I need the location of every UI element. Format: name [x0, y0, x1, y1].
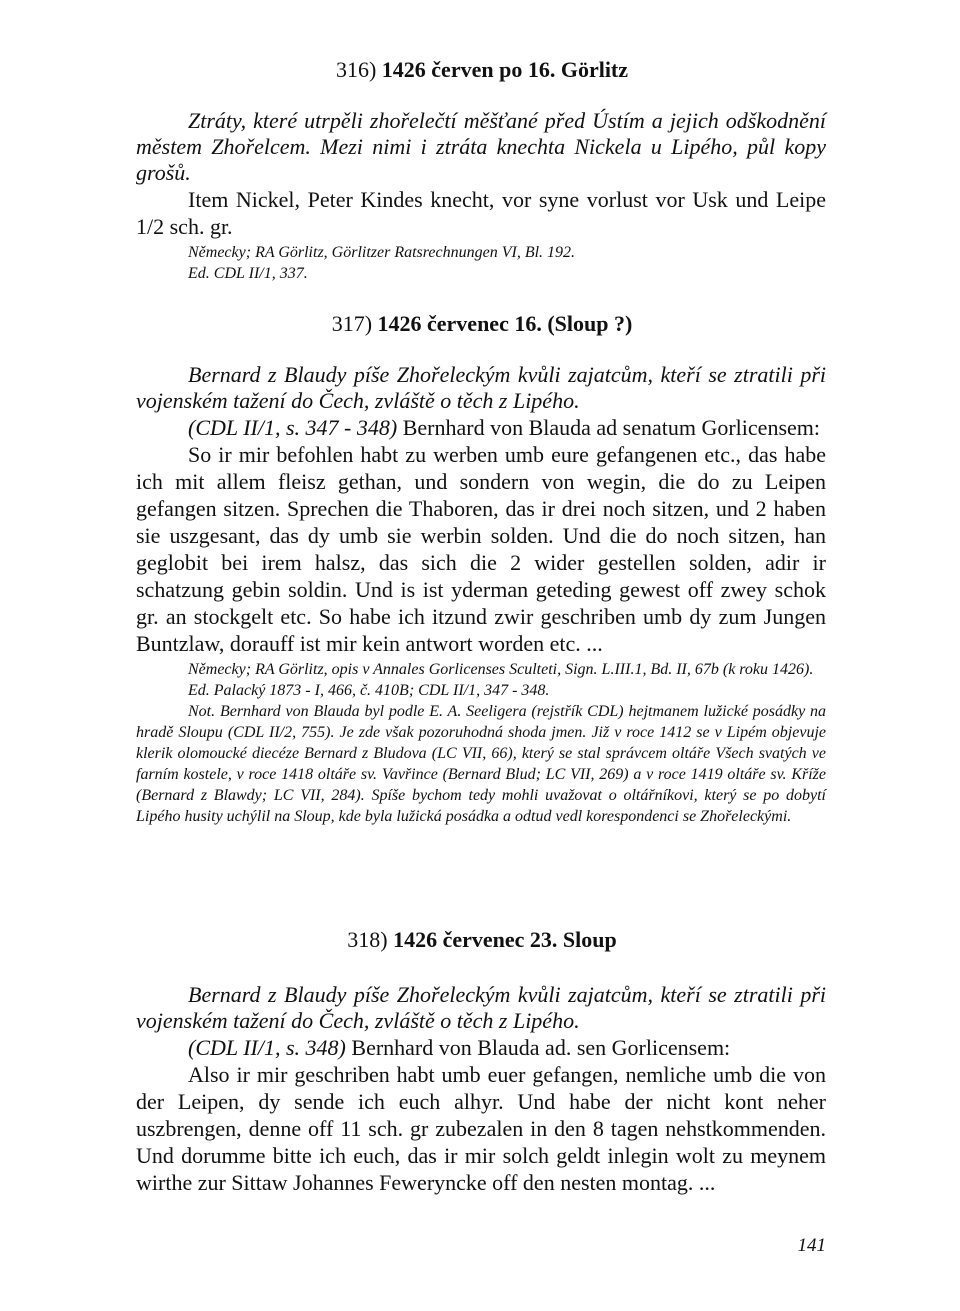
- entry-date: 1426 červenec 16. (Sloup ?): [377, 311, 633, 336]
- entry-regest: Ztráty, které utrpěli zhořelečtí měšťané před Ústím a jejich odškodnění městem Zhořelcem. Mezi nimi i ztráta knechta Nickela u Lipého, půl kopy grošů.: [136, 108, 826, 185]
- entry-number: 316): [335, 57, 377, 82]
- entry-heading: [138, 56, 826, 84]
- entry-317: [136, 310, 826, 827]
- entry-318: [136, 926, 826, 1196]
- entry-note: Ed. Palacký 1873 - I, 466, č. 410B; CDL II/1, 347 - 348.: [188, 682, 550, 699]
- entry-regest: Bernard z Blaudy píše Zhořeleckým kvůli zajatcům, kteří se ztratili při vojenském tažení do Čech, zvláště o těch z Lipého.: [136, 362, 826, 413]
- source-citation: (CDL II/1, s. 348): [188, 1035, 346, 1060]
- entry-number: 318): [347, 927, 388, 952]
- entry-number: 317): [331, 311, 373, 336]
- addressee: Bernhard von Blauda ad senatum Gorlicensem:: [397, 415, 820, 440]
- entry-date: 1426 červen po 16. Görlitz: [381, 57, 629, 82]
- entry-regest: Bernard z Blaudy píše Zhořeleckým kvůli zajatcům, kteří se ztratili při vojenském tažení do Čech, zvláště o těch z Lipého.: [136, 982, 826, 1033]
- entry-text: [136, 414, 826, 441]
- letter-text: So ir mir befohlen habt zu werben umb eure gefangenen etc., das habe ich mit allem fleisz gethan, und sondern von wegin, die do zu Leipen gefangen sitzen. Sprechen die Thaboren, das ir drei noch sitzen, und 2 haben sie uszgesant, das dy umb sie werbin solden. Und die do noch sitzen, han geglobit bei irem halsz, das sich die 2 wider gestellen solden, adir ir schatzung gebin soldin. Und is ist yderman geteding gewest off zwey schok gr. an stockgelt etc. So habe ich itzund zwir geschriben umb dy zum Jungen Buntzlaw, dorauff ist mir kein antwort worden etc. ...: [136, 442, 826, 656]
- addressee: Bernhard von Blauda ad. sen Gorlicensem:: [345, 1035, 731, 1060]
- page-number: 141: [797, 1235, 826, 1256]
- entry-text: [136, 1034, 826, 1061]
- entry-text: Item Nickel, Peter Kindes knecht, vor syne vorlust vor Usk und Leipe 1/2 sch. gr.: [136, 187, 826, 239]
- entry-note: Německy; RA Görlitz, opis v Annales Gorlicenses Sculteti, Sign. L.III.1, Bd. II, 67b (k roku 1426).: [188, 661, 814, 678]
- entry-note: Německy; RA Görlitz, Görlitzer Ratsrechnungen VI, Bl. 192.: [188, 244, 576, 261]
- entry-date: 1426 červenec 23. Sloup: [393, 927, 617, 952]
- letter-text: Also ir mir geschriben habt umb euer gefangen, nemliche umb die von der Leipen, dy sende ich euch alhyr. Und habe der nicht kont neher uszbrengen, denne off 11 sch. gr zubezalen in den 8 tagen nehstkommenden. Und dorumme bitte ich euch, das ir mir solch geldt inlegin wolt zu meynem wirthe zur Sittaw Johannes Feweryncke off den nesten montag. ...: [136, 1062, 826, 1195]
- source-citation: (CDL II/1, s. 347 - 348): [188, 415, 398, 440]
- entry-note: Not. Bernhard von Blauda byl podle E. A. Seeligera (rejstřík CDL) hejtmanem lužické posádky na hradě Sloupu (CDL II/2, 755). Je zde však pozoruhodná shoda jmen. Již v roce 1412 se v Lipém objevuje klerik olomoucké diecéze Bernard z Bludova (LC VII, 66), který se stal správcem oltáře Všech svatých ve farním kostele, v roce 1418 oltáře sv. Vavřince (Bernard Blud; LC VII, 269) a v roce 1419 oltáře sv. Kříže (Bernard z Blawdy; LC VII, 284). Spíše bychom tedy mohli uvažovat o oltářníkovi, který se po dobytí Lipého husity uchýlil na Sloup, kde byla lužická posádka a odtud vedl korespondenci se Zhořeleckými.: [136, 703, 826, 825]
- entry-note: Ed. CDL II/1, 337.: [188, 265, 308, 282]
- entry-heading: [138, 926, 826, 954]
- entry-heading: [138, 310, 826, 338]
- entry-316: [136, 56, 826, 284]
